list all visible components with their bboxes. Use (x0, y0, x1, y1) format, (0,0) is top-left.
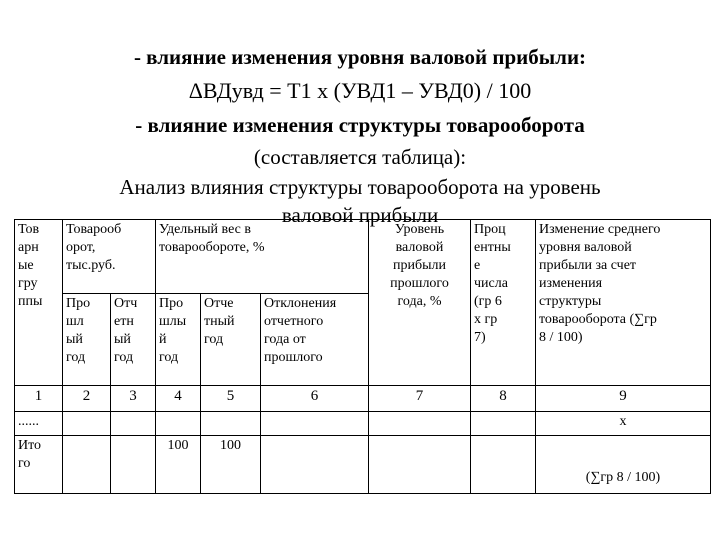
dots-row-col9: x (536, 412, 711, 436)
header-turnover-prev-year: Про шл ый год (63, 294, 111, 386)
column-number: 9 (536, 386, 711, 412)
header-turnover-report-year: Отч етн ый год (111, 294, 156, 386)
heading-line-4: (составляется таблица): (253, 145, 467, 169)
formula: ΔВДувд = Т1 х (УВД1 – УВД0) / 100 (188, 78, 532, 103)
column-number: 6 (261, 386, 369, 412)
dots-row-label: ...... (15, 412, 63, 436)
total-share-prev: 100 (156, 436, 201, 494)
header-share-deviation: Отклонения отчетного года от прошлого (261, 294, 369, 386)
column-number: 4 (156, 386, 201, 412)
table-title-line-1: Анализ влияния структуры товарооборота на уровень (119, 175, 601, 199)
table-cell (471, 412, 536, 436)
header-share: Удельный вес в товарообороте, % (156, 220, 369, 294)
header-goods-groups: Тов арн ые гру ппы (15, 220, 63, 386)
table-cell (369, 412, 471, 436)
heading-line-3: - влияние изменения структуры товарооборота (135, 113, 585, 137)
heading-line-1: - влияние изменения уровня валовой прибыли: (133, 45, 587, 69)
header-share-report-year: Отче тный год (201, 294, 261, 386)
header-turnover: Товарооб орот, тыс.руб. (63, 220, 156, 294)
table-cell (111, 412, 156, 436)
header-percent-numbers: Проц ентны е числа (гр 6 х гр 7) (471, 220, 536, 386)
total-change: (∑гр 8 / 100) (536, 436, 711, 494)
table-cell (261, 412, 369, 436)
table-cell (471, 436, 536, 494)
column-number: 1 (15, 386, 63, 412)
column-number: 3 (111, 386, 156, 412)
table-cell (63, 436, 111, 494)
total-row-label: Ито го (15, 436, 63, 494)
header-change: Изменение среднего уровня валовой прибыли за счет изменения структуры товарооборота (∑гр 8 / 100) (536, 220, 711, 386)
column-number: 8 (471, 386, 536, 412)
analysis-table (14, 219, 711, 494)
table-cell (156, 412, 201, 436)
table-cell (111, 436, 156, 494)
table-cell (201, 412, 261, 436)
table-cell (261, 436, 369, 494)
table-cell (369, 436, 471, 494)
table-cell (63, 412, 111, 436)
column-number: 2 (63, 386, 111, 412)
table-title-line-2: валовой прибыли (281, 203, 439, 227)
header-level: Уровень валовой прибыли прошлого года, % (369, 220, 471, 386)
header-share-prev-year: Про шлы й год (156, 294, 201, 386)
total-share-report: 100 (201, 436, 261, 494)
column-number: 7 (369, 386, 471, 412)
column-number: 5 (201, 386, 261, 412)
